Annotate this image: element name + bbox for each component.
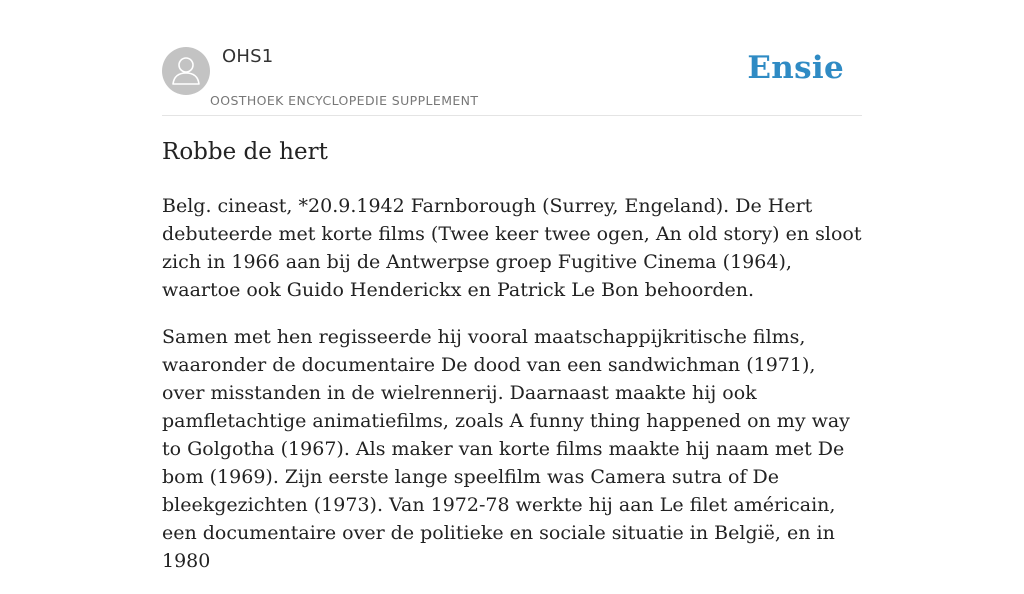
article-title: Robbe de hert (162, 139, 328, 165)
article-body (162, 192, 862, 594)
user-avatar[interactable] (162, 47, 210, 95)
article-header (162, 46, 862, 116)
ensie-logo[interactable]: Ensie (747, 50, 844, 86)
article-paragraph: Samen met hen regisseerde hij vooral maatschappijkritische films, waaronder de documentaire De dood van een sandwichman (1971), over misstanden in de wielrennerij. Daarnaast maakte hij ook pamfletachtige animatiefilms, zoals A funny thing happened on my way to Golgotha (1967). Als maker van korte films maakte hij naam met De bom (1969). Zijn eerste lange speelfilm was Camera sutra of De bleekgezichten (1973). Van 1972-78 werkte hij aan Le filet américain, een documentaire over de politieke en sociale situatie in België, en in 1980 (162, 326, 850, 572)
article-paragraph: Belg. cineast, *20.9.1942 Farnborough (Surrey, Engeland). De Hert debuteerde met korte films (Twee keer twee ogen, An old story) en sloot zich in 1966 aan bij de Antwerpse groep Fugitive Cinema (1964), waartoe ook Guido Henderickx en Patrick Le Bon behoorden. (162, 195, 862, 301)
user-silhouette-icon (162, 47, 210, 95)
source-name-link[interactable]: OOSTHOEK ENCYCLOPEDIE SUPPLEMENT (210, 93, 479, 108)
user-name-link[interactable]: OHS1 (222, 46, 274, 67)
